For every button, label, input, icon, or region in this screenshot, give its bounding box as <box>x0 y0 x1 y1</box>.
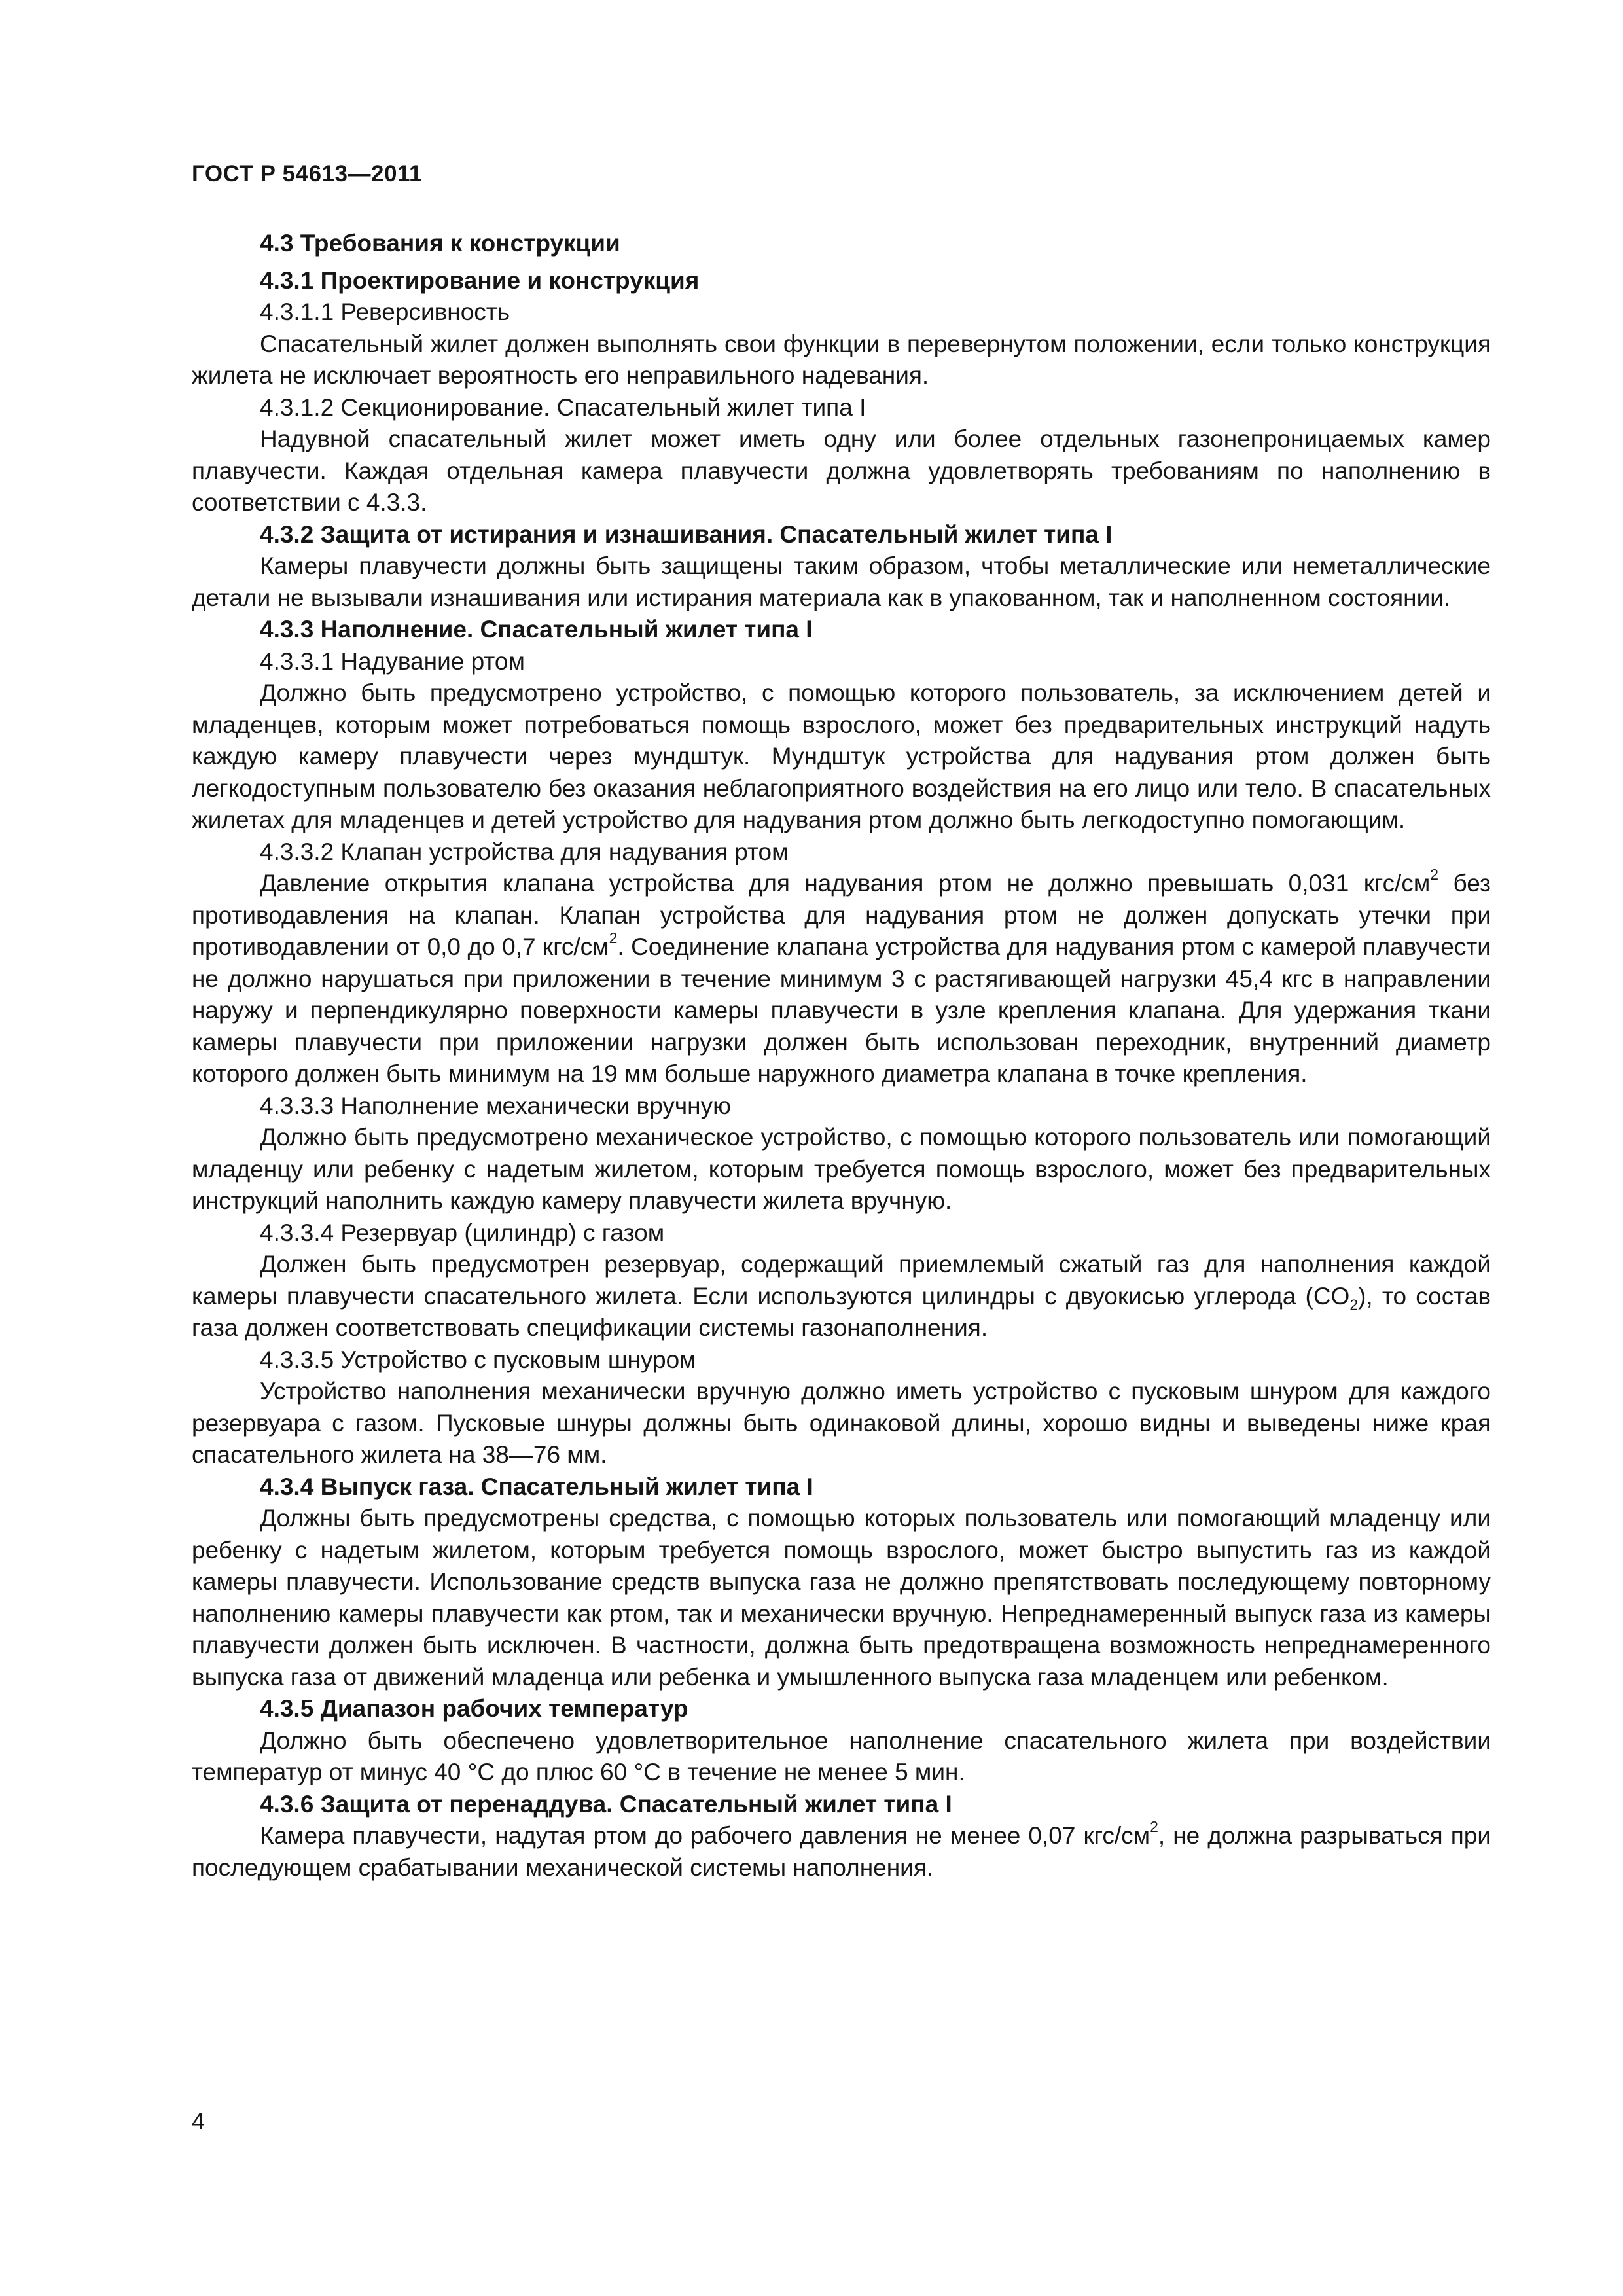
subsection-heading-4-3-3-1: 4.3.3.1 Надувание ртом <box>260 647 525 675</box>
section-heading-4-3-1: 4.3.1 Проектирование и конструкция <box>260 266 700 294</box>
paragraph-text: Должен быть предусмотрен резервуар, содержащий приемлемый сжатый газ для наполнения каждой камеры плавучести спасательного жилета. Если используются цилиндры с двуокисью углерода (CO <box>192 1251 1491 1310</box>
section-heading-4-3: 4.3 Требования к конструкции <box>260 230 620 257</box>
section-heading-4-3-6: 4.3.6 Защита от перенаддува. Спасательный жилет типа I <box>260 1790 952 1818</box>
subsection-heading-4-3-3-2: 4.3.3.2 Клапан устройства для надувания ртом <box>260 838 789 865</box>
paragraph-4-3-2: Камеры плавучести должны быть защищены таким образом, чтобы металлические или неметаллические детали не вызывали изнашивания или истирания материала как в упакованном, так и наполненном состоянии. <box>192 552 1491 611</box>
section-heading-4-3-2: 4.3.2 Защита от истирания и изнашивания. Спасательный жилет типа I <box>260 520 1113 548</box>
paragraph-text: Камера плавучести, надутая ртом до рабочего давления не менее 0,07 кгс/см <box>260 1822 1150 1849</box>
paragraph-4-3-3-1: Должно быть предусмотрено устройство, с помощью которого пользователь, за исключением детей и младенцев, которым может потребоваться помощь взрослого, может без предварительных инструкций надуть каждую камеру плавучести через мундштук. Мундштук устройства для надувания ртом должен быть легкодоступным пользователю без оказания неблагоприятного воздействия на его лицо или тело. В спасательных жилетах для младенцев и детей устройство для надувания ртом должно быть легкодоступно помогающим. <box>192 679 1491 833</box>
paragraph-4-3-6 <box>192 1820 1491 1884</box>
subsection-heading-4-3-1-2: 4.3.1.2 Секционирование. Спасательный жилет типа I <box>260 393 866 421</box>
document-body <box>192 228 1491 1884</box>
paragraph-4-3-1-1: Спасательный жилет должен выполнять свои функции в перевернутом положении, если только конструкция жилета не исключает вероятность его неправильного надевания. <box>192 330 1491 389</box>
page-number: 4 <box>192 2109 205 2134</box>
paragraph-4-3-3-4 <box>192 1249 1491 1344</box>
paragraph-4-3-5: Должно быть обеспечено удовлетворительное наполнение спасательного жилета при воздействии температур от минус 40 °С до плюс 60 °С в течение не менее 5 мин. <box>192 1727 1491 1785</box>
paragraph-text: . Соединение клапана устройства для надувания ртом с камерой плавучести не должно нарушаться при приложении в течение минимум 3 с растягивающей нагрузки 45,4 кгс в направлении наружу и перпендикулярно поверхности камеры плавучести в узле крепления клапана. Для удержания ткани камеры плавучести при приложении нагрузки должен быть использован переходник, внутренний диаметр которого должен быть минимум на 19 мм больше наружного диаметра клапана в точке крепления. <box>192 933 1491 1087</box>
subsection-heading-4-3-3-5: 4.3.3.5 Устройство с пусковым шнуром <box>260 1346 696 1373</box>
paragraph-4-3-3-5: Устройство наполнения механически вручную должно иметь устройство с пусковым шнуром для каждого резервуара с газом. Пусковые шнуры должны быть одинаковой длины, хорошо видны и выведены ниже края спасательного жилета на 38—76 мм. <box>192 1378 1491 1468</box>
subsection-heading-4-3-3-3: 4.3.3.3 Наполнение механически вручную <box>260 1092 731 1119</box>
paragraph-4-3-4: Должны быть предусмотрены средства, с помощью которых пользователь или помогающий младенцу или ребенку с надетым жилетом, которым требуется помощь взрослого, может быстро выпустить газ из каждой камеры плавучести. Использование средств выпуска газа не должно препятствовать последующему повторному наполнению камеры плавучести как ртом, так и механически вручную. Непреднамеренный выпуск газа из камеры плавучести должен быть исключен. В частности, должна быть предотвращена возможность непреднамеренного выпуска газа от движений младенца или ребенка и умышленного выпуска газа младенцем или ребенком. <box>192 1505 1491 1691</box>
section-heading-4-3-5: 4.3.5 Диапазон рабочих температур <box>260 1695 688 1722</box>
paragraph-4-3-3-3: Должно быть предусмотрено механическое устройство, с помощью которого пользователь или помогающий младенцу или ребенку с надетым жилетом, которым требуется помощь взрослого, может без предварительных инструкций наполнить каждую камеру плавучести жилета вручную. <box>192 1124 1491 1214</box>
subscript: 2 <box>1349 1295 1359 1313</box>
superscript: 2 <box>1430 866 1439 884</box>
paragraph-text: Давление открытия клапана устройства для надувания ртом не должно превышать 0,031 кгс/см <box>260 870 1431 897</box>
section-heading-4-3-3: 4.3.3 Наполнение. Спасательный жилет типа I <box>260 616 813 643</box>
paragraph-text: без противодавления на клапан. Клапан устройства для надувания ртом не должен допускать утечки при противодавлении от 0,0 до 0,7 кгс/см <box>192 870 1491 960</box>
paragraph-text: , не должна разрываться при последующем срабатывании механической системы наполнения. <box>192 1822 1491 1881</box>
section-heading-4-3-4: 4.3.4 Выпуск газа. Спасательный жилет типа I <box>260 1473 813 1500</box>
page-header: ГОСТ Р 54613—2011 <box>192 161 422 187</box>
superscript: 2 <box>609 929 618 947</box>
paragraph-text: ), то состав газа должен соответствовать спецификации системы газонаполнения. <box>192 1282 1491 1341</box>
paragraph-4-3-3-2 <box>192 868 1491 1090</box>
paragraph-4-3-1-2: Надувной спасательный жилет может иметь одну или более отдельных газонепроницаемых камер плавучести. Каждая отдельная камера плавучести должна удовлетворять требованиям по наполнению в соответствии с 4.3.3. <box>192 425 1491 516</box>
subsection-heading-4-3-1-1: 4.3.1.1 Реверсивность <box>260 298 510 325</box>
subsection-heading-4-3-3-4: 4.3.3.4 Резервуар (цилиндр) с газом <box>260 1219 665 1246</box>
superscript: 2 <box>1150 1818 1158 1836</box>
